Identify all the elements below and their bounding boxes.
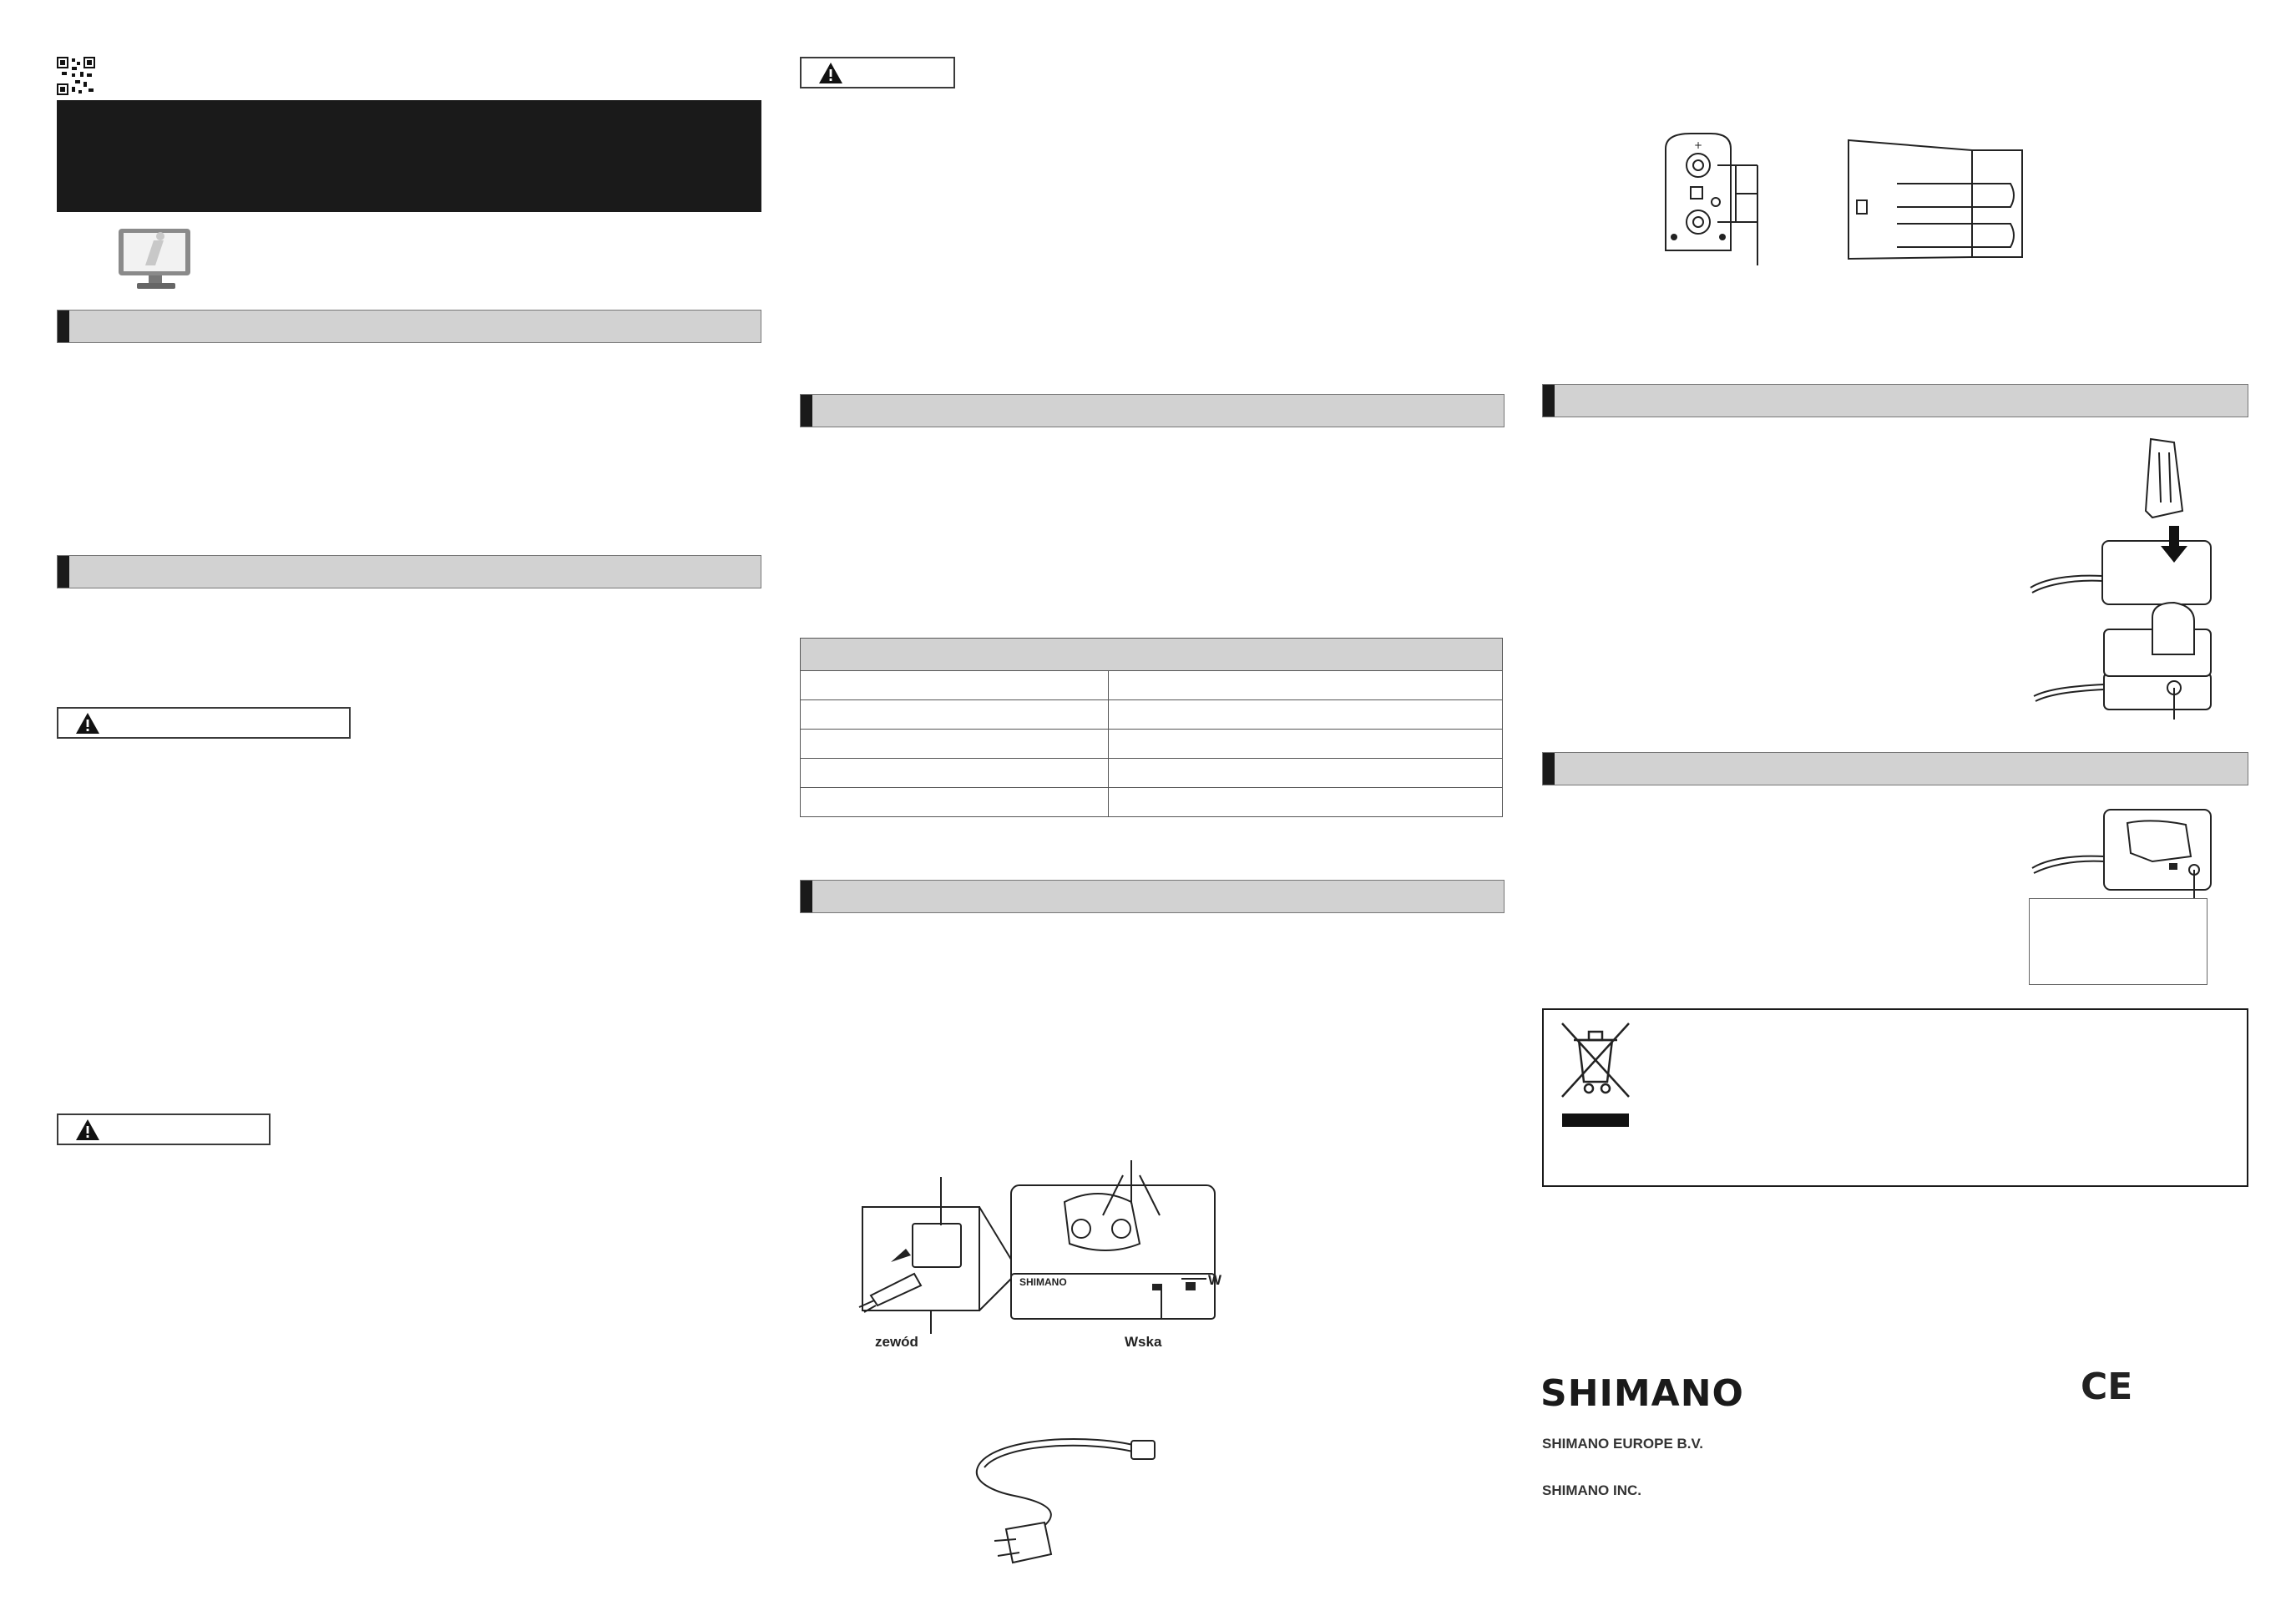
table-header-cell — [801, 639, 1503, 671]
recycling-notice-box — [1542, 1008, 2248, 1187]
warning-label-1 — [57, 707, 351, 739]
section-header-5 — [1542, 384, 2248, 417]
table-row — [801, 730, 1503, 759]
warning-label-2 — [57, 1113, 271, 1145]
power-cord-illustration — [964, 1429, 1165, 1571]
battery-illustration — [1847, 132, 2034, 265]
warning-triangle-icon — [75, 712, 100, 735]
table-row — [801, 759, 1503, 788]
battery-terminal-illustration — [1657, 132, 1774, 265]
warning-label-3 — [800, 57, 955, 88]
section-header-3 — [800, 394, 1505, 427]
recycling-bar — [1562, 1113, 1629, 1127]
title-banner — [57, 100, 761, 212]
table-row — [801, 671, 1503, 700]
battery-insert-illustration — [2027, 436, 2219, 720]
section-header-6 — [1542, 752, 2248, 785]
qr-code-icon — [57, 57, 95, 95]
ce-mark: CE — [2081, 1366, 2133, 1408]
company-europe: SHIMANO EUROPE B.V. — [1542, 1436, 1704, 1452]
company-inc: SHIMANO INC. — [1542, 1482, 1641, 1498]
shimano-logo: SHIMANO — [1540, 1372, 1744, 1415]
indicator-note-box — [2029, 898, 2207, 985]
svg-text:+: + — [1694, 139, 1703, 151]
charging-indicator-illustration — [2027, 806, 2219, 898]
crossed-bin-icon — [1555, 1020, 1636, 1107]
callout-cable: zewód — [875, 1334, 918, 1350]
callout-indicator: Wska — [1125, 1334, 1162, 1350]
table-row — [801, 788, 1503, 817]
section-header-1 — [57, 310, 761, 343]
specification-table — [800, 638, 1503, 817]
callout-w: W — [1208, 1272, 1222, 1288]
section-header-4 — [800, 880, 1505, 913]
warning-triangle-icon — [75, 1119, 100, 1141]
table-row — [801, 700, 1503, 730]
charger-brand-print: SHIMANO — [1019, 1276, 1067, 1288]
table-header-row — [801, 639, 1503, 671]
warning-triangle-icon — [818, 62, 843, 84]
section-header-2 — [57, 555, 761, 588]
info-monitor-icon[interactable] — [115, 227, 199, 292]
